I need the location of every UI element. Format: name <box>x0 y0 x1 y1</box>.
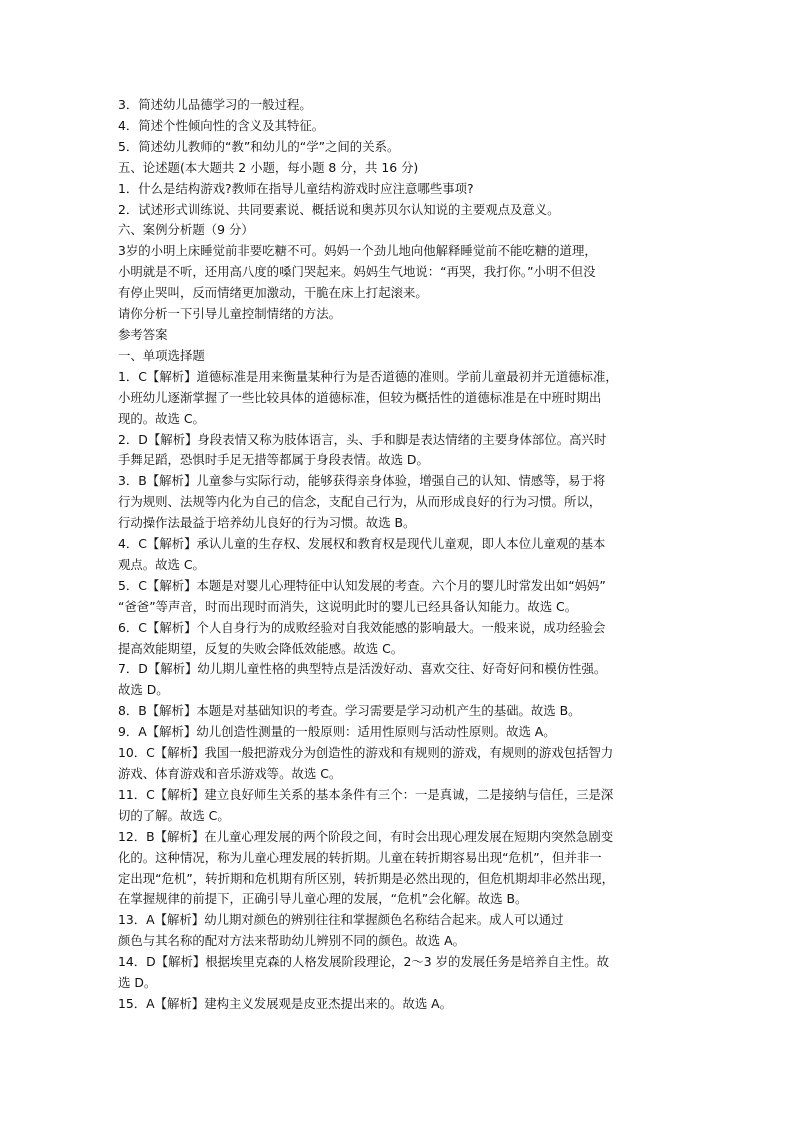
short-answer-question-4: 4．简述个性倾向性的含义及其特征。 <box>118 117 325 133</box>
document-page <box>118 95 688 1015</box>
answer-line: 1．C【解析】道德标准是用来衡量某种行为是否道德的准则。学前儿童最初并无道德标准， <box>118 368 618 384</box>
answer-line: 15．A【解析】建构主义发展观是皮亚杰提出来的。故选 A。 <box>118 995 453 1011</box>
answer-line: 定出现“危机”，转折期和危机期有所区别，转折期是必然出现的，但危机期却非必然出现， <box>118 870 615 886</box>
answer-line: 游戏、体育游戏和音乐游戏等。故选 C。 <box>118 766 342 781</box>
short-answer-question-5: 5．简述幼儿教师的“教”和幼儿的“学”之间的关系。 <box>118 138 400 154</box>
answer-line: “爸爸”等声音，时而出现时而消失，这说明此时的婴儿已经具备认知能力。故选 C。 <box>118 598 578 614</box>
answer-list <box>118 367 688 1015</box>
answer-line: 行为规则、法规等内化为自己的信念，支配自己行为，从而形成良好的行为习惯。所以， <box>118 494 602 510</box>
answers-title: 参考答案 <box>118 326 168 342</box>
essay-question-1: 1．什么是结构游戏?教师在指导儿童结构游戏时应注意哪些事项? <box>118 180 474 196</box>
answer-line: 8．B【解析】本题是对基础知识的考查。学习需要是学习动机产生的基础。故选 B。 <box>118 703 581 719</box>
answer-line: 行动操作法最益于培养幼儿良好的行为习惯。故选 B。 <box>118 515 416 531</box>
answer-line: 选 D。 <box>118 975 157 991</box>
answer-line: 11．C【解析】建立良好师生关系的基本条件有三个：一是真诚，二是接纳与信任，三是深 <box>118 786 614 802</box>
answer-line: 在掌握规律的前提下，正确引导儿童心理的发展，“危机”会化解。故选 B。 <box>118 891 528 907</box>
answer-line: 9．A【解析】幼儿创造性测量的一般原则：适用性原则与活动性原则。故选 A。 <box>118 724 556 740</box>
case-section-heading: 六、案例分析题（9 分） <box>118 222 254 238</box>
case-question: 请你分析一下引导儿童控制情绪的方法。 <box>118 306 342 322</box>
case-text-line: 有停止哭叫，反而情绪更加激动，干脆在床上打起滚来。 <box>118 285 428 301</box>
essay-question-2: 2．试述形式训练说、共同要素说、概括说和奥苏贝尔认知说的主要观点及意义。 <box>118 201 560 217</box>
answer-line: 6．C【解析】个人自身行为的成败经验对自我效能感的影响最大。一般来说，成功经验会 <box>118 619 606 635</box>
answer-line: 小班幼儿逐渐掌握了一些比较具体的道德标准，但较为概括性的道德标准是在中班时期出 <box>118 389 602 405</box>
answer-line: 手舞足蹈，恐惧时手足无措等都属于身段表情。故选 D。 <box>118 452 429 468</box>
answer-line: 5．C【解析】本题是对婴儿心理特征中认知发展的考查。六个月的婴儿时常发出如“妈妈” <box>118 577 606 593</box>
answer-line: 13．A【解析】幼儿期对颜色的辨别往往和掌握颜色名称结合起来。成人可以通过 <box>118 912 564 928</box>
answer-line: 化的。这种情况，称为儿童心理发展的转折期。儿童在转折期容易出现“危机”，但并非一 <box>118 849 602 865</box>
case-text-line: 小明就是不听，还用高八度的嗓门哭起来。妈妈生气地说：“再哭，我打你。”小明不但没 <box>118 264 596 280</box>
answer-line: 现的。故选 C。 <box>118 410 205 426</box>
answer-line: 颜色与其名称的配对方法来帮助幼儿辨别不同的颜色。故选 A。 <box>118 933 465 949</box>
answer-line: 切的了解。故选 C。 <box>118 807 230 823</box>
answer-line: 14．D【解析】根据埃里克森的人格发展阶段理论，2～3 岁的发展任务是培养自主性。故 <box>118 954 610 970</box>
answer-line: 2．D【解析】身段表情又称为肢体语言，头、手和脚是表达情绪的主要身体部位。高兴时 <box>118 431 607 447</box>
case-text-line: 3岁的小明上床睡觉前非要吃糖不可。妈妈一个劲儿地向他解释睡觉前不能吃糖的道理， <box>118 243 597 259</box>
answer-line: 提高效能期望，反复的失败会降低效能感。故选 C。 <box>118 640 404 656</box>
answer-line: 故选 D。 <box>118 682 169 698</box>
answer-line: 12．B【解析】在儿童心理发展的两个阶段之间，有时会出现心理发展在短期内突然急剧变 <box>118 828 614 844</box>
short-answer-question-3: 3．简述幼儿品德学习的一般过程。 <box>118 97 312 112</box>
answer-line: 4．C【解析】承认儿童的生存权、发展权和教育权是现代儿童观，即人本位儿童观的基本 <box>118 536 606 552</box>
answer-line: 7．D【解析】幼儿期儿童性格的典型特点是活泼好动、喜欢交往、好奇好问和模仿性强。 <box>118 661 607 677</box>
essay-section-heading: 五、论述题(本大题共 2 小题，每小题 8 分，共 16 分) <box>118 159 419 175</box>
answer-line: 3．B【解析】儿童参与实际行动，能够获得亲身体验，增强自己的认知、情感等，易于将 <box>118 473 606 489</box>
answers-section-heading: 一、单项选择题 <box>118 347 205 363</box>
answer-line: 10．C【解析】我国一般把游戏分为创造性的游戏和有规则的游戏，有规则的游戏包括智力 <box>118 745 614 761</box>
answer-line: 观点。故选 C。 <box>118 556 205 572</box>
